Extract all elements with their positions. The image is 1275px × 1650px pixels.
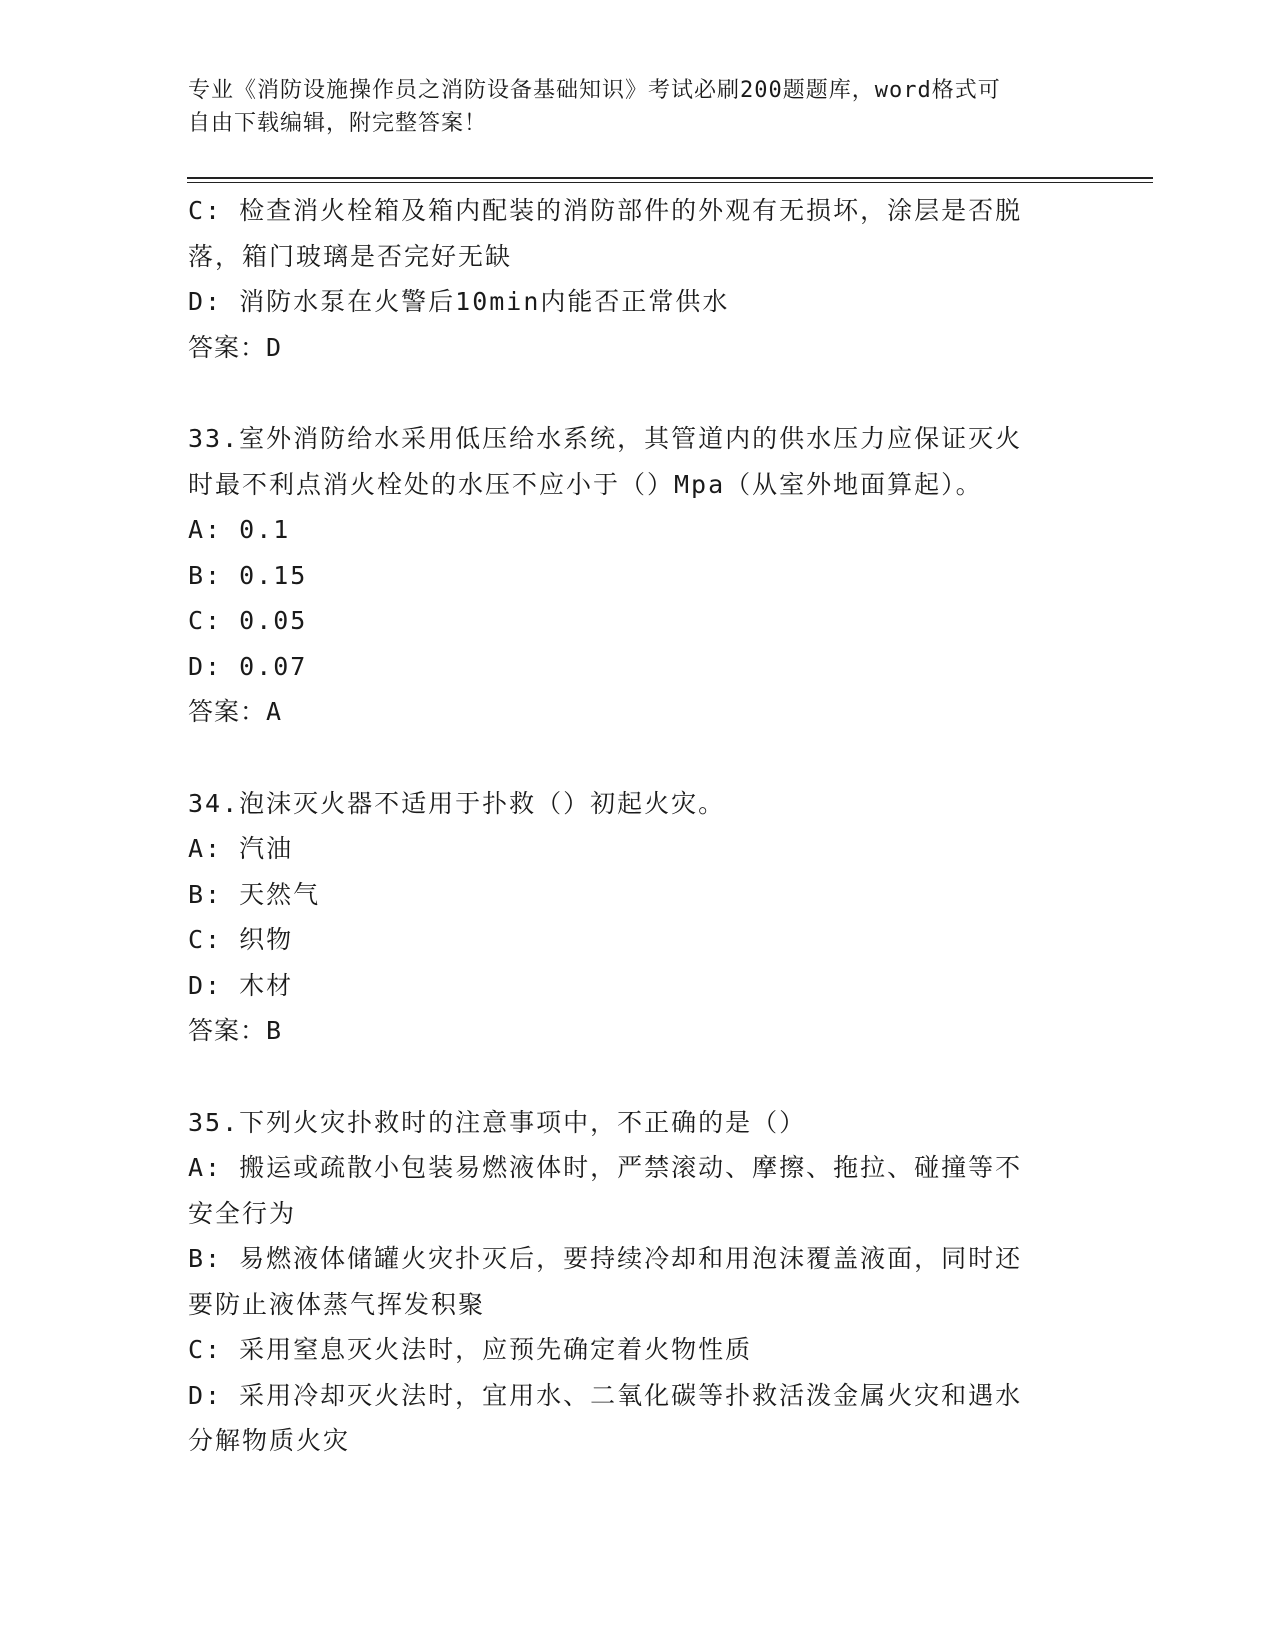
option-c: C: 0.05: [188, 606, 308, 635]
option-c: C: 织物: [188, 925, 294, 954]
option-c: C: 采用窒息灭火法时，应预先确定着火物性质: [188, 1335, 753, 1364]
option-d-line-2: 分解物质火灾: [188, 1426, 351, 1455]
option-a: A: 汽油: [188, 834, 294, 863]
header-line-1: 专业《消防设施操作员之消防设备基础知识》考试必刷200题题库，word格式可: [188, 78, 1001, 103]
document-header: [188, 74, 1068, 140]
answer: 答案：A: [188, 697, 283, 726]
question-stem-line-2: 时最不利点消火栓处的水压不应小于（）Mpa（从室外地面算起）。: [188, 469, 983, 499]
option-d-line-1: D: 采用冷却灭火法时，宜用水、二氧化碳等扑救活泼金属火灾和遇水: [188, 1380, 1023, 1410]
header-line-2: 自由下载编辑，附完整答案！: [188, 111, 488, 136]
header-divider-thin: [187, 182, 1153, 183]
header-divider-thick: [187, 177, 1153, 179]
option-d: D: 消防水泵在火警后10min内能否正常供水: [188, 287, 730, 316]
option-b: B: 天然气: [188, 879, 321, 909]
question-stem: 34.泡沫灭火器不适用于扑救（）初起火灾。: [188, 788, 726, 818]
option-b-line-2: 要防止液体蒸气挥发积聚: [188, 1289, 486, 1319]
answer: 答案：D: [188, 332, 283, 362]
option-a-line-2: 安全行为: [188, 1198, 297, 1228]
option-c-line-2: 落，箱门玻璃是否完好无缺: [188, 241, 513, 271]
question-34: [188, 781, 1088, 1054]
question-stem: 35.下列火灾扑救时的注意事项中，不正确的是（）: [188, 1107, 807, 1137]
option-d: D: 木材: [188, 970, 294, 1000]
option-b-line-1: B: 易燃液体储罐火灾扑灭后，要持续冷却和用泡沫覆盖液面，同时还: [188, 1244, 1023, 1273]
spacer: [188, 1054, 1088, 1100]
question-35: [188, 1100, 1088, 1464]
question-stem-line-1: 33.室外消防给水采用低压给水系统，其管道内的供水压力应保证灭火: [188, 424, 1023, 453]
option-a: A: 0.1: [188, 515, 291, 544]
option-b: B: 0.15: [188, 560, 308, 590]
option-d: D: 0.07: [188, 651, 308, 681]
spacer: [188, 735, 1088, 781]
question-33: [188, 416, 1088, 735]
question-list: [188, 188, 1088, 1464]
option-a-line-1: A: 搬运或疏散小包装易燃液体时，严禁滚动、摩擦、拖拉、碰撞等不: [188, 1153, 1023, 1182]
spacer: [188, 370, 1088, 416]
answer: 答案：B: [188, 1016, 283, 1045]
question-32: [188, 188, 1088, 370]
option-c-line-1: C: 检查消火栓箱及箱内配装的消防部件的外观有无损坏，涂层是否脱: [188, 196, 1023, 225]
